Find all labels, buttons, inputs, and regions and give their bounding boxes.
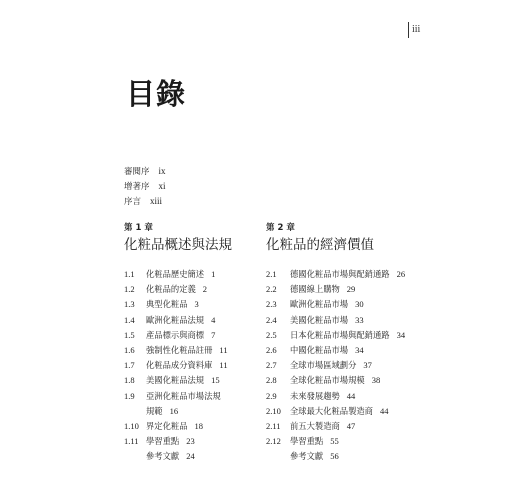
section-number: 1.10	[124, 420, 139, 431]
section-page: 55	[330, 436, 339, 447]
section-number: 2.8	[266, 375, 277, 386]
chapter-label: 第 1 章	[124, 223, 153, 233]
toc-entry[interactable]	[124, 358, 232, 373]
section-number: 1.3	[124, 299, 135, 310]
section-title: 中國化粧品市場	[290, 344, 349, 355]
section-page: 3	[194, 299, 199, 310]
toc-title: 目錄	[126, 77, 187, 111]
toc-entry[interactable]	[124, 419, 232, 434]
section-number: 1.4	[124, 314, 135, 325]
toc-entry[interactable]	[266, 297, 405, 312]
section-number: 1.7	[124, 360, 135, 371]
section-number: 2.1	[266, 269, 277, 279]
section-page: 2	[202, 284, 208, 295]
section-title: 未來發展趨勢	[290, 390, 340, 401]
section-number: 2.10	[266, 405, 281, 416]
section-page: 44	[346, 390, 356, 401]
section-title: 典型化粧品	[146, 299, 188, 310]
chapter-1	[124, 221, 232, 464]
toc-entry[interactable]	[266, 343, 405, 358]
section-title: 德國化粧品市場與配銷通路	[290, 269, 390, 279]
section-number: 1.11	[124, 436, 139, 447]
section-page: 1	[211, 269, 216, 279]
section-title: 歐洲化粧品市場	[290, 299, 349, 310]
section-page: 11	[219, 344, 228, 355]
section-page: 4	[211, 314, 216, 325]
toc-entry[interactable]	[124, 449, 232, 464]
section-page: 30	[355, 299, 364, 310]
section-list	[124, 267, 232, 464]
toc-entry[interactable]	[266, 313, 405, 328]
preface-title: 增著序	[124, 182, 150, 192]
section-title: 全球市場區域劃分	[290, 360, 357, 371]
preface-title: 序言	[124, 197, 142, 207]
toc-entry[interactable]	[124, 297, 232, 312]
toc-entry[interactable]	[266, 434, 405, 449]
preface-page: xiii	[150, 196, 163, 206]
section-number: 2.2	[266, 284, 277, 295]
toc-entry[interactable]	[124, 328, 232, 343]
section-title: 日本化粧品市場與配銷通路	[290, 329, 390, 340]
section-title: 前五大製造商	[290, 420, 340, 431]
section-page: 34	[396, 329, 406, 340]
section-number: 2.12	[266, 436, 281, 447]
section-number: 1.6	[124, 344, 135, 355]
section-title: 化粧品歷史簡述	[146, 269, 205, 279]
section-page: 56	[330, 451, 339, 462]
section-page: 11	[219, 360, 228, 371]
section-number: 1.1	[124, 269, 135, 279]
section-title: 化粧品成分資料庫	[146, 360, 213, 371]
chapter-2	[266, 221, 405, 464]
section-page: 26	[396, 269, 406, 279]
section-number: 1.2	[124, 284, 135, 295]
section-title: 強制性化粧品註冊	[146, 344, 213, 355]
section-number: 1.5	[124, 329, 135, 340]
section-number: 2.4	[266, 314, 277, 325]
toc-entry[interactable]	[124, 404, 232, 419]
chapter-label: 第 2 章	[266, 223, 295, 233]
section-page: 23	[186, 436, 195, 447]
section-page: 44	[379, 405, 389, 416]
section-list	[266, 267, 405, 464]
section-number	[124, 449, 146, 464]
toc-entry[interactable]	[266, 419, 405, 434]
preface-item[interactable]	[124, 164, 166, 179]
chapter-title[interactable]: 化粧品概述與法規	[124, 237, 232, 253]
section-page: 16	[169, 405, 179, 416]
toc-entry[interactable]	[124, 389, 232, 404]
section-title: 美國化粧品法規	[146, 375, 205, 386]
section-page: 37	[363, 360, 372, 371]
toc-entry[interactable]	[124, 313, 232, 328]
section-title: 美國化粧品市場	[290, 314, 349, 325]
section-title: 全球化粧品市場規模	[290, 375, 365, 386]
toc-entry[interactable]	[266, 373, 405, 388]
section-page: 18	[194, 420, 203, 431]
section-number: 2.9	[266, 390, 277, 401]
section-page: 38	[371, 375, 381, 386]
toc-entry[interactable]	[266, 358, 405, 373]
section-page: 7	[211, 329, 216, 340]
preface-list	[124, 164, 166, 209]
section-title: 學習重點	[146, 436, 180, 447]
section-title: 參考文獻	[290, 451, 324, 462]
section-number: 2.6	[266, 344, 277, 355]
section-number	[124, 404, 146, 419]
section-number: 2.11	[266, 420, 281, 431]
section-title: 學習重點	[290, 436, 324, 447]
section-number: 2.3	[266, 299, 277, 310]
toc-entry[interactable]	[266, 389, 405, 404]
toc-entry[interactable]	[124, 282, 232, 297]
section-number	[266, 449, 290, 464]
section-number: 1.9	[124, 390, 135, 401]
section-number: 2.5	[266, 329, 277, 340]
toc-entry[interactable]	[266, 267, 405, 282]
preface-title: 審閱序	[124, 167, 150, 177]
toc-entry[interactable]	[124, 434, 232, 449]
section-page: 24	[186, 451, 195, 462]
preface-page: ix	[158, 166, 166, 176]
preface-page: xi	[158, 181, 166, 191]
section-title: 參考文獻	[146, 451, 180, 462]
section-title: 德國線上購物	[290, 284, 340, 295]
section-title: 歐洲化粧品法規	[146, 314, 205, 325]
section-number: 1.8	[124, 375, 135, 386]
section-title: 規範	[146, 405, 163, 416]
section-page: 29	[346, 284, 356, 295]
section-title: 全球最大化粧品製造商	[290, 405, 373, 416]
section-title: 界定化粧品	[146, 420, 188, 431]
toc-entry[interactable]	[124, 373, 232, 388]
toc-entry[interactable]	[266, 404, 405, 419]
toc-entry[interactable]	[124, 267, 232, 282]
toc-entry[interactable]	[266, 449, 405, 464]
section-page: 15	[211, 375, 220, 386]
preface-item[interactable]	[124, 179, 166, 194]
section-page: 33	[355, 314, 364, 325]
chapter-title[interactable]: 化粧品的經濟價值	[266, 237, 374, 253]
section-number: 2.7	[266, 360, 277, 371]
section-title: 亞洲化粧品市場法規	[146, 390, 221, 401]
preface-item[interactable]	[124, 194, 166, 209]
section-page: 47	[346, 420, 356, 431]
section-title: 產品標示與商標	[146, 329, 205, 340]
toc-entry[interactable]	[124, 343, 232, 358]
section-page: 34	[355, 344, 364, 355]
section-title: 化粧品的定義	[146, 284, 196, 295]
toc-entry[interactable]	[266, 328, 405, 343]
page-number: iii	[408, 22, 420, 38]
toc-entry[interactable]	[266, 282, 405, 297]
